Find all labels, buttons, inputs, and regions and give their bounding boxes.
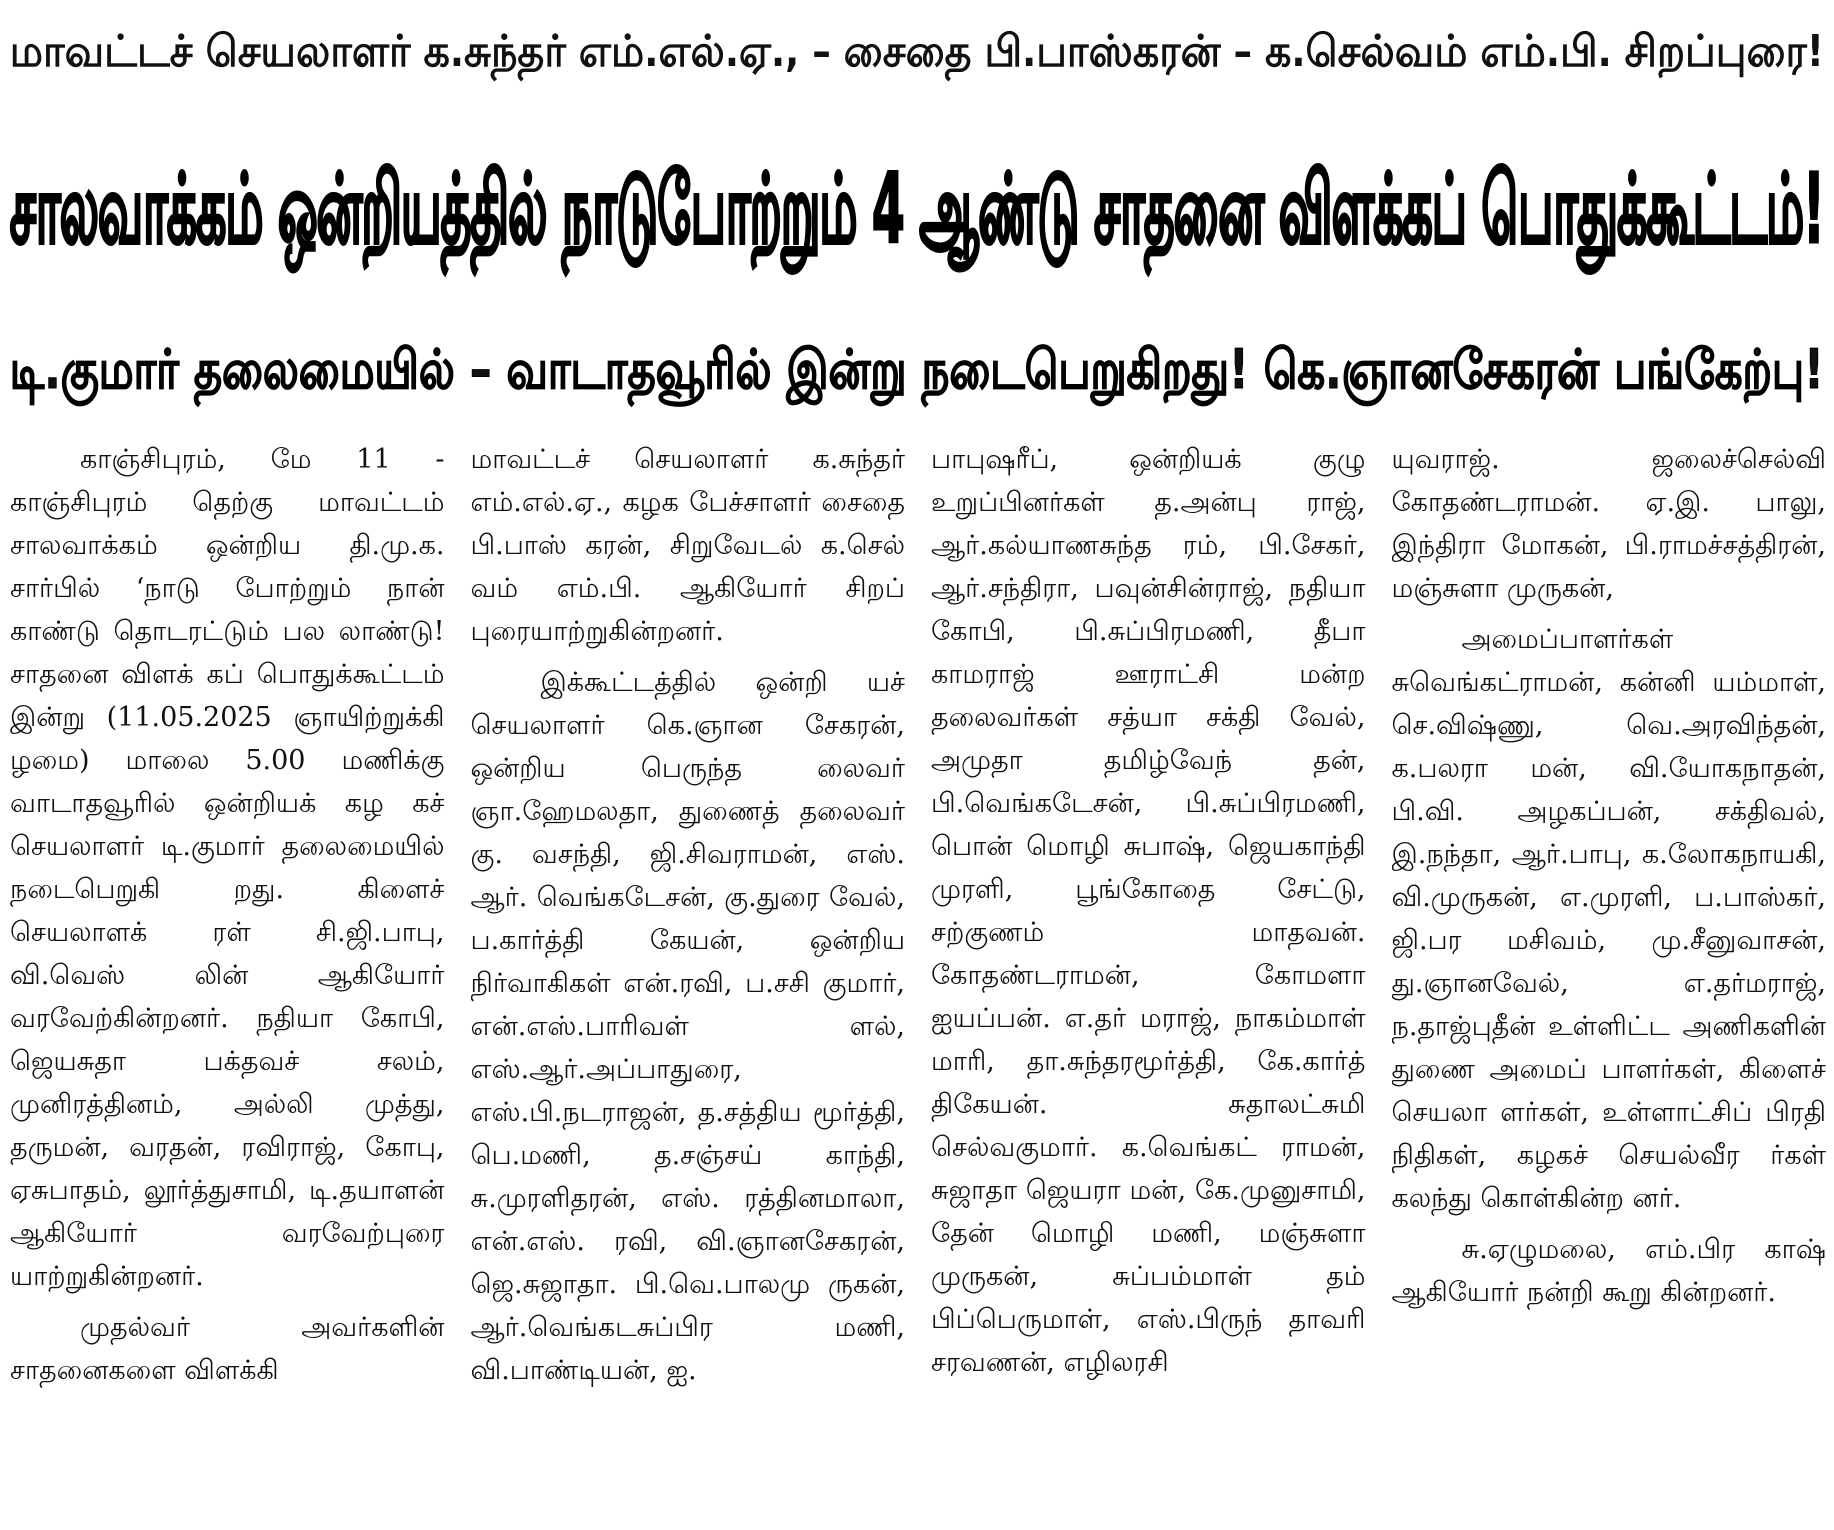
article-column-2 bbox=[471, 438, 906, 1526]
subheadline-text: டி.குமார் தலைமையில் – வாடாதவூரில் இன்று நடைபெறுகிறது! கெ.ஞானசேகரன் பங்கேற்பு! bbox=[10, 337, 1825, 401]
article-column-1 bbox=[10, 438, 445, 1526]
headline-text: சாலவாக்கம் ஒன்றியத்தில் நாடுபோற்றும் 4 ஆண்டு சாதனை விளக்கப் பொதுக்கூட்டம்! bbox=[10, 152, 1824, 265]
subheadline bbox=[0, 318, 1834, 428]
article-body bbox=[10, 438, 1826, 1526]
kicker-text: மாவட்டச் செயலாளர் க.சுந்தர் எம்.எல்.ஏ., – சைதை பி.பாஸ்கரன் – க.செல்வம் எம்.பி. சிறப்புரை! bbox=[10, 25, 1824, 77]
headline bbox=[0, 130, 1834, 300]
article-column-4 bbox=[1392, 438, 1827, 1526]
article-column-3 bbox=[931, 438, 1366, 1526]
paragraph: இக்கூட்டத்தில் ஒன்றி யச் செயலாளர் கெ.ஞான சேகரன், ஒன்றிய பெருந்த லைவர் ஞா.ஹேமலதா, துணைத் தலைவர் கு. வசந்தி, ஜி.சிவராமன், எஸ். ஆர். வெங்கடேசன், கு.துரை வேல், ப.கார்த்தி கேயன், ஒன்றிய நிர்வாகிகள் என்.ரவி, ப.சசி குமார், என்.எஸ்.பாரிவள் ளல், எஸ்.ஆர்.அப்பாதுரை, எஸ்.பி.நடராஜன், த.சத்திய மூர்த்தி, பெ.மணி, த.சஞ்சய் காந்தி, சு.முரளிதரன், எஸ். ரத்தினமாலா, என்.எஸ். ரவி, வி.ஞானசேகரன், ஜெ.சுஜாதா. பி.வெ.பாலமு ருகன், ஆர்.வெங்கடசுப்பிர மணி, வி.பாண்டியன், ஐ. bbox=[470, 667, 905, 1386]
paragraph: பாபுஷரீப், ஒன்றியக் குழு உறுப்பினர்கள் த.அன்பு ராஜ், ஆர்.கல்யாணசுந்த ரம், பி.சேகர், ஆர்.சந்திரா, பவுன்சின்ராஜ், நதியா கோபி, பி.சுப்பிரமணி, தீபா காமராஜ் ஊராட்சி மன்ற தலைவர்கள் சத்யா சக்தி வேல், அமுதா தமிழ்வேந் தன், பி.வெங்கடேசன், பி.சுப்பிரமணி, பொன் மொழி சுபாஷ், ஜெயகாந்தி முரளி, பூங்கோதை சேட்டு, சற்குணம் மாதவன். கோதண்டராமன், கோமளா ஐயப்பன். எ.தர் மராஜ், நாகம்மாள் மாரி, தா.சுந்தரமூர்த்தி, கே.கார்த் திகேயன். சுதாலட்சுமி செல்வகுமார். க.வெங்கட் ராமன், சுஜாதா ஜெயரா மன், கே.முனுசாமி, தேன் மொழி மணி, மஞ்சுளா முருகன், சுப்பம்மாள் தம் பிப்பெருமாள், எஸ்.பிருந் தாவரி சரவணன், எழிலரசி bbox=[931, 444, 1366, 1378]
kicker-line bbox=[0, 4, 1834, 104]
paragraph: அமைப்பாளர்கள் சுவெங்கட்ராமன், கன்னி யம்மாள், செ.விஷ்ணு, வெ.அரவிந்தன், க.பலரா மன், வி.யோகநாதன், பி.வி. அழகப்பன், சக்திவல், இ.நந்தா, ஆர்.பாபு, க.லோகநாயகி, வி.முருகன், எ.முரளி, ப.பாஸ்கர், ஜி.பர மசிவம், மு.சீனுவாசன், து.ஞானவேல், எ.தர்மராஜ், ந.தாஜ்புதீன் உள்ளிட்ட அணிகளின் துணை அமைப் பாளர்கள், கிளைச் செயலா ளர்கள், உள்ளாட்சிப் பிரதி நிதிகள், கழகச் செயல்வீர ர்கள் கலந்து கொள்கின்ற னர். bbox=[1391, 624, 1826, 1214]
paragraph: மாவட்டச் செயலாளர் க.சுந்தர் எம்.எல்.ஏ., கழக பேச்சாளர் சைதை பி.பாஸ் கரன், சிறுவேடல் க.செல் வம் எம்.பி. ஆகியோர் சிறப் புரையாற்றுகின்றனர். bbox=[470, 444, 905, 647]
paragraph: யுவராஜ். ஜலைச்செல்வி கோதண்டராமன். ஏ.இ. பாலு, இந்திரா மோகன், பி.ராமச்சத்திரன், மஞ்சுளா முருகன், bbox=[1391, 444, 1826, 604]
paragraph: முதல்வர் அவர்களின் சாதனைகளை விளக்கி bbox=[10, 1312, 445, 1386]
paragraph: காஞ்சிபுரம், மே 11 - காஞ்சிபுரம் தெற்கு மாவட்டம் சாலவாக்கம் ஒன்றிய தி.மு.க. சார்பில் ‘நாடு போற்றும் நான் காண்டு தொடரட்டும் பல லாண்டு! சாதனை விளக் கப் பொதுக்கூட்டம் இன்று (11.05.2025 ஞாயிற்றுக்கி ழமை) மாலை 5.00 மணிக்கு வாடாதவூரில் ஒன்றியக் கழ கச் செயலாளர் டி.குமார் தலைமையில் நடைபெறுகி றது. கிளைச் செயலாளக் ரள் சி.ஜி.பாபு, வி.வெஸ் லின் ஆகியோர் வரவேற்கின்றனர். நதியா கோபி, ஜெயசுதா பக்தவச் சலம், முனிரத்தினம், அல்லி முத்து, தருமன், வரதன், ரவிராஜ், கோபு, ஏசுபாதம், லூர்த்துசாமி, டி.தயாளன் ஆகியோர் வரவேற்புரை யாற்றுகின்றனர். bbox=[10, 444, 445, 1292]
paragraph: சு.ஏழுமலை, எம்.பிர காஷ் ஆகியோர் நன்றி கூறு கின்றனர். bbox=[1391, 1234, 1826, 1308]
